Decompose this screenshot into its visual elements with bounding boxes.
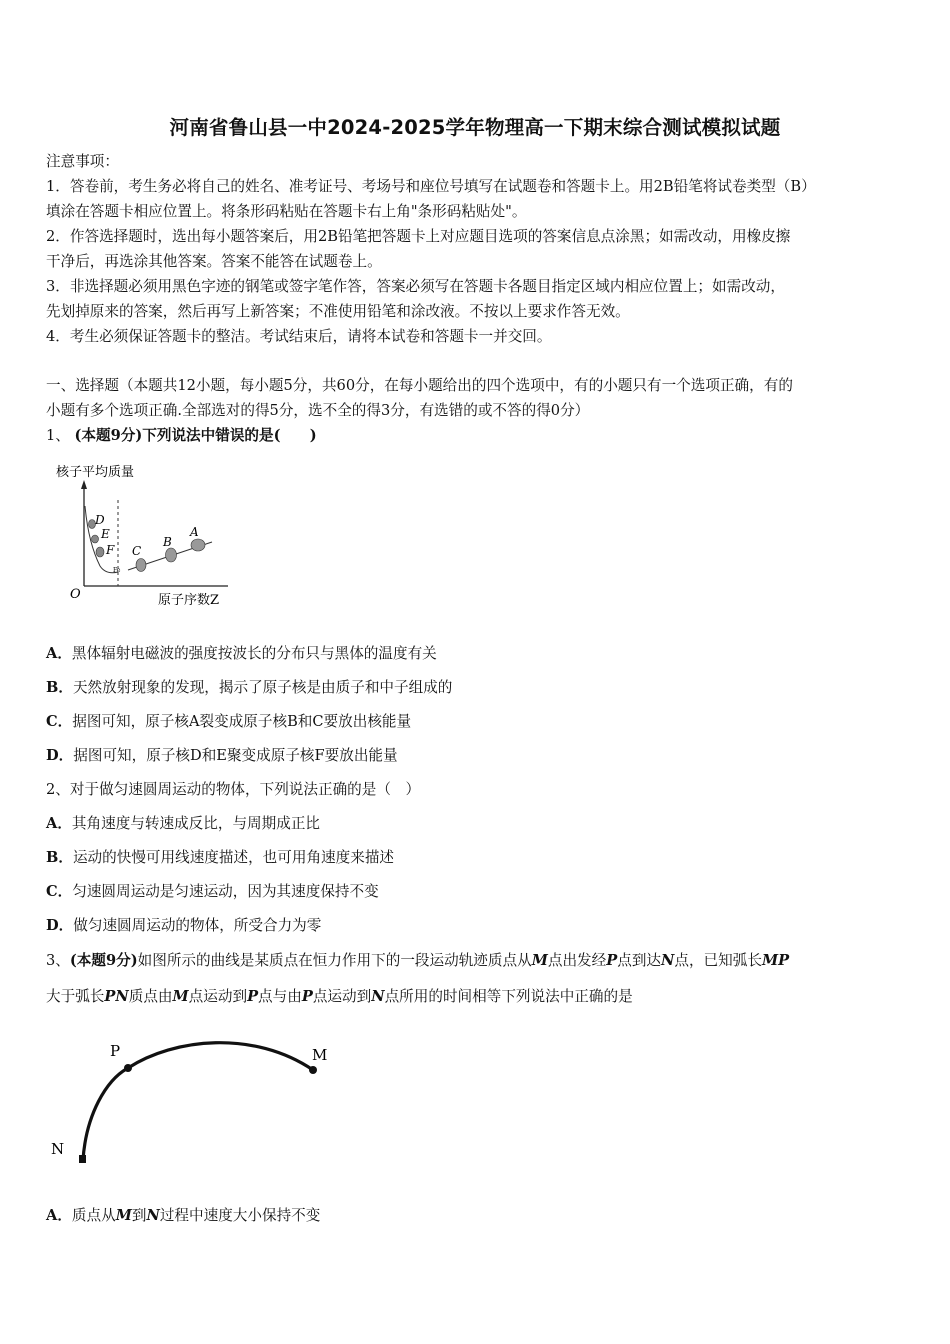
q1-option-c[interactable]: C．据图可知，原子核A裂变成原子核B和C要放出核能量	[46, 713, 412, 730]
point-n	[79, 1155, 86, 1163]
point-b	[166, 548, 177, 562]
point-a	[191, 539, 205, 551]
notice-line: 1．答卷前，考生务必将自己的姓名、准考证号、考场号和座位号填写在试题卷和答题卡上。用2B铅笔将试卷类型（B）	[46, 178, 816, 195]
label-fe: Fe	[113, 567, 121, 574]
notice-line: 2．作答选择题时，选出每小题答案后，用2B铅笔把答题卡上对应题目选项的答案信息点涂黑；如需改动，用橡皮擦	[46, 228, 791, 245]
label-c: C	[132, 544, 142, 558]
point-p	[124, 1064, 132, 1072]
q1-option-a[interactable]: A．黑体辐射电磁波的强度按波长的分布只与黑体的温度有关	[46, 645, 437, 662]
question-text: (本题9分)下列说法中错误的是( )	[74, 427, 317, 444]
q1-option-d[interactable]: D．据图可知，原子核D和E聚变成原子核F要放出能量	[46, 747, 398, 764]
notice-heading: 注意事项：	[46, 153, 119, 170]
x-axis-label: 原子序数Z	[158, 593, 220, 608]
label-f: F	[106, 543, 115, 557]
notice-line: 干净后，再选涂其他答案。答案不能答在试题卷上。	[46, 253, 382, 270]
section-heading: 一、选择题（本题共12小题，每小题5分，共60分，在每小题给出的四个选项中，有的小题只有一个选项正确，有的	[46, 377, 793, 394]
q2-option-a[interactable]: A．其角速度与转速成反比，与周期成正比	[46, 815, 321, 832]
question-number: 1、	[46, 427, 70, 444]
question-3-stem: 3、(本题9分)如图所示的曲线是某质点在恒力作用下的一段运动轨迹质点从M点出发经P点到达N点，已知弧长MP	[46, 952, 790, 969]
label-e: E	[101, 527, 110, 541]
trajectory-curve	[83, 1043, 313, 1160]
y-axis-label: 核子平均质量	[56, 465, 135, 480]
question-1-stem	[46, 426, 317, 446]
origin-label: O	[70, 587, 81, 602]
q3-option-a[interactable]: A．质点从M到N过程中速度大小保持不变	[46, 1207, 321, 1224]
section-heading-cont: 小题有多个选项正确.全部选对的得5分，选不全的得3分，有选错的或不答的得0分）	[46, 402, 590, 419]
q2-option-c[interactable]: C．匀速圆周运动是匀速运动，因为其速度保持不变	[46, 883, 379, 900]
point-e	[92, 535, 99, 543]
q1-option-b[interactable]: B．天然放射现象的发现，揭示了原子核是由质子和中子组成的	[46, 679, 453, 696]
label-d: D	[95, 513, 105, 527]
notice-line: 4．考生必须保证答题卡的整洁。考试结束后，请将本试卷和答题卡一并交回。	[46, 328, 552, 345]
notice-line: 先划掉原来的答案，然后再写上新答案；不准使用铅笔和涂改液。不按以上要求作答无效。	[46, 303, 630, 320]
notice-line: 3．非选择题必须用黑色字迹的钢笔或签字笔作答，答案必须写在答题卡各题目指定区域内相应位置上；如需改动，	[46, 278, 785, 295]
question-3-stem-cont: 大于弧长PN质点由M点运动到P点与由P点运动到N点所用的时间相等下列说法中正确的是	[46, 988, 633, 1005]
label-m: M	[312, 1046, 328, 1064]
point-c	[136, 559, 146, 572]
page-title: 河南省鲁山县一中2024-2025学年物理高一下期末综合测试模拟试题	[169, 116, 781, 139]
trajectory-figure	[44, 1030, 344, 1170]
y-axis-arrow	[81, 480, 87, 489]
label-a: A	[190, 525, 199, 539]
point-m	[309, 1066, 317, 1074]
point-f	[96, 547, 104, 557]
q2-option-d[interactable]: D．做匀速圆周运动的物体，所受合力为零	[46, 917, 322, 934]
q2-option-b[interactable]: B．运动的快慢可用线速度描述，也可用角速度来描述	[46, 849, 395, 866]
binding-energy-figure	[52, 458, 252, 618]
question-2-stem: 2、对于做匀速圆周运动的物体，下列说法正确的是（ ）	[46, 781, 421, 798]
label-p: P	[110, 1042, 121, 1060]
notice-line: 填涂在答题卡相应位置上。将条形码粘贴在答题卡右上角"条形码粘贴处"。	[46, 203, 527, 220]
label-n: N	[51, 1140, 65, 1158]
label-b: B	[163, 535, 172, 549]
